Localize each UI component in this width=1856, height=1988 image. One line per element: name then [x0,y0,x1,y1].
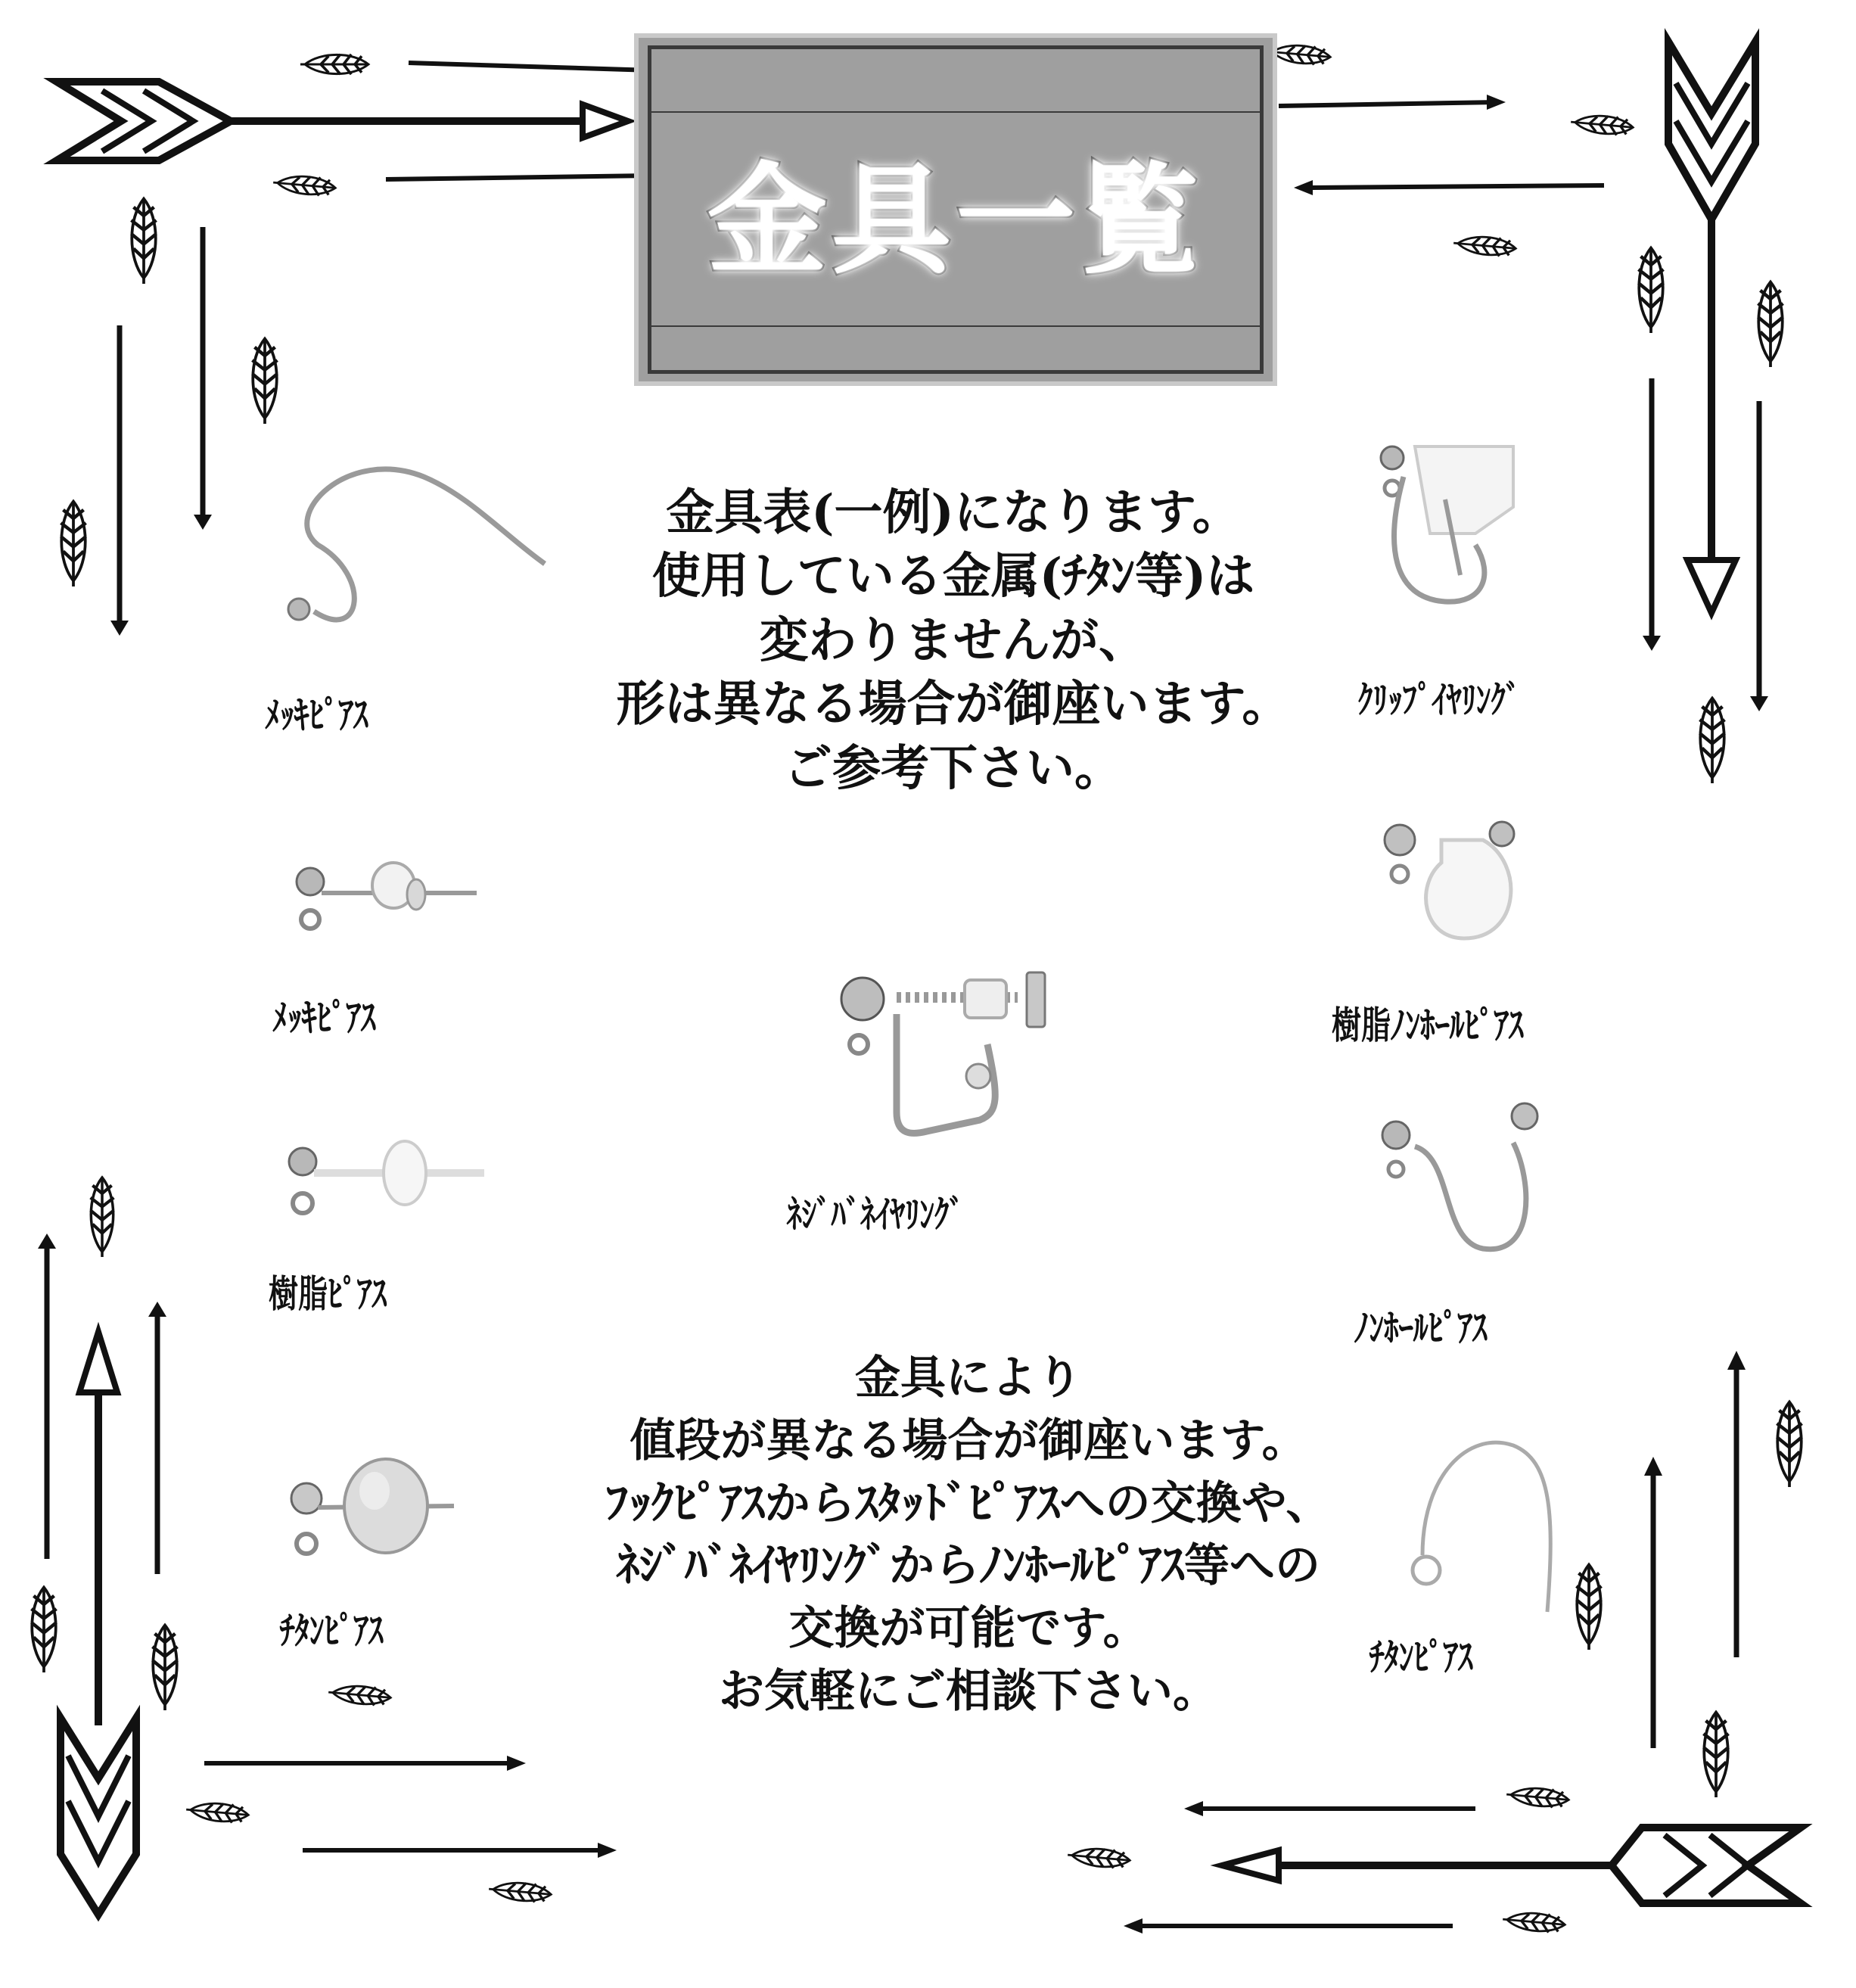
screw-earring-icon [829,954,1086,1173]
intro-line: 変わりませんが、 [760,611,1147,669]
intro-line: ご参考下さい。 [784,739,1123,797]
page-title: 金具一覧 [707,151,1204,291]
item-label: ﾁﾀﾝﾋﾟｱｽ [280,1609,384,1653]
big-arrow-top-left-icon [57,82,628,160]
item-label: ﾁﾀﾝﾋﾟｱｽ [1369,1635,1473,1679]
titanium-hook-earring-icon [1392,1423,1574,1619]
title-frame [648,45,1264,374]
title-rule-bottom [651,325,1260,327]
item-label: ﾒｯｷﾋﾟｱｽ [272,996,376,1040]
big-arrow-bottom-right-icon [1222,1828,1801,1903]
titanium-stud-earring-icon [280,1453,462,1566]
notice-line: お気軽にご相談下さい。 [719,1664,1218,1718]
title-box [634,33,1277,386]
stud-earring-icon [288,848,484,954]
resin-nonhole-earring-icon [1369,810,1536,961]
notice-line: ﾈｼﾞﾊﾞﾈｲﾔﾘﾝｸﾞからﾉﾝﾎｰﾙﾋﾟｱｽ等への [617,1539,1320,1593]
big-arrow-bottom-left-icon [61,1332,136,1915]
vertical-arrows-left-icon [110,227,212,636]
resin-stud-earring-icon [280,1128,492,1234]
intro-message [560,481,1347,801]
notice-line: 値段が異なる場合が御座います。 [630,1414,1307,1467]
title-rule-top [651,111,1260,113]
notice-message [492,1347,1445,1723]
hook-earring-icon [272,454,560,636]
item-label: 樹脂ﾉﾝﾎｰﾙﾋﾟｱｽ [1332,1003,1524,1047]
notice-line: 金具により [855,1352,1082,1405]
item-label: ｸﾘｯﾌﾟｲﾔﾘﾝｸﾞ [1358,678,1521,722]
intro-line: 形は異なる場合が御座います。 [616,676,1291,733]
intro-line: 使用している金属(ﾁﾀﾝ等)は [651,548,1255,605]
notice-line: ﾌｯｸﾋﾟｱｽからｽﾀｯﾄﾞﾋﾟｱｽへの交換や、 [605,1476,1332,1530]
big-arrow-top-right-icon [1668,42,1755,613]
item-label: ﾉﾝﾎｰﾙﾋﾟｱｽ [1354,1306,1488,1350]
notice-line: 交換が可能です。 [788,1602,1149,1656]
nonhole-earring-icon [1362,1090,1559,1264]
item-label: ﾈｼﾞﾊﾞﾈｲﾔﾘﾝｸﾞ [787,1193,964,1237]
item-label: 樹脂ﾋﾟｱｽ [269,1272,387,1316]
intro-line: 金具表(一例)になります。 [666,484,1241,541]
clip-earring-icon [1362,424,1536,621]
item-label: ﾒｯｷﾋﾟｱｽ [265,693,368,737]
